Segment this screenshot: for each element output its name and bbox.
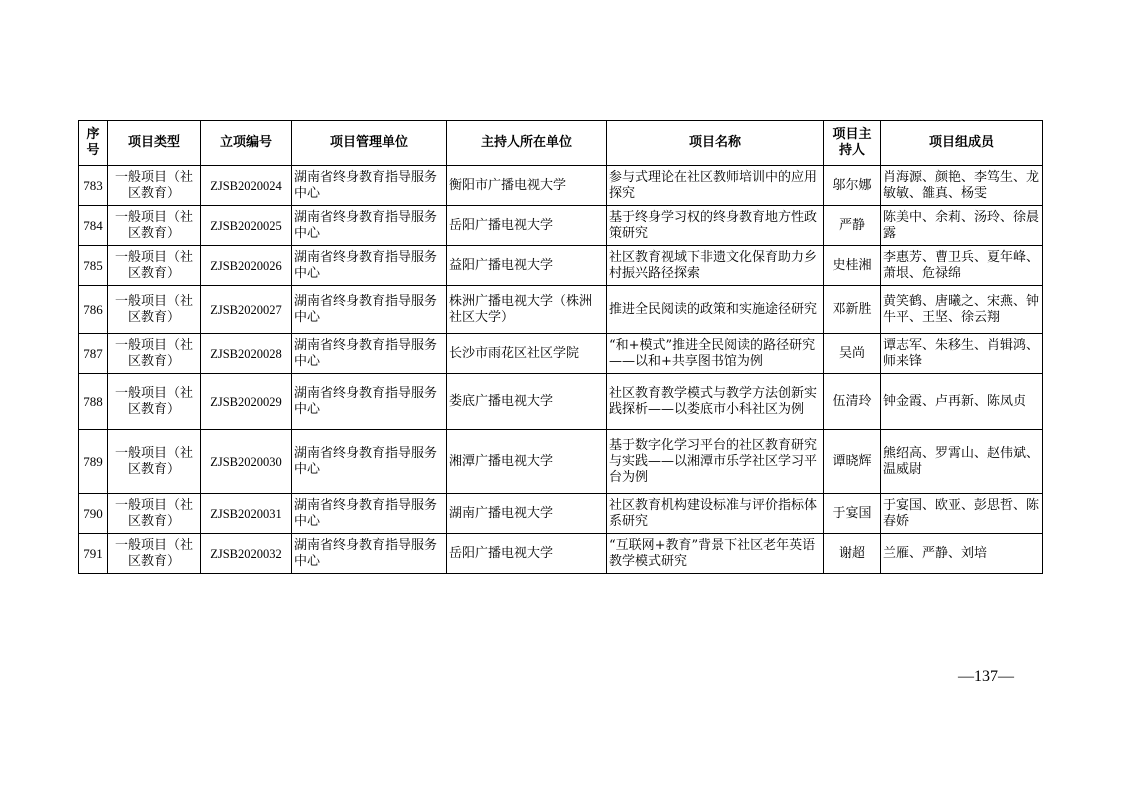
table-row <box>79 494 1043 534</box>
table-row <box>79 206 1043 246</box>
project-host: 伍清玲 <box>824 374 881 430</box>
header-code: 立项编号 <box>201 121 292 166</box>
management-unit: 湖南省终身教育指导服务中心 <box>292 206 447 246</box>
project-type: 一般项目（社区教育） <box>108 246 201 286</box>
project-members: 肖海源、颜艳、李笃生、龙敏敏、雒真、杨雯 <box>881 166 1043 206</box>
header-unit: 主持人所在单位 <box>447 121 607 166</box>
project-type: 一般项目（社区教育） <box>108 334 201 374</box>
table-row <box>79 534 1043 574</box>
project-title: “互联网+教育”背景下社区老年英语教学模式研究 <box>607 534 824 574</box>
host-unit: 岳阳广播电视大学 <box>447 534 607 574</box>
header-host: 项目主持人 <box>824 121 881 166</box>
project-host: 谭晓辉 <box>824 430 881 494</box>
header-title: 项目名称 <box>607 121 824 166</box>
table-row <box>79 246 1043 286</box>
host-unit: 株洲广播电视大学（株洲社区大学） <box>447 286 607 334</box>
project-host: 吴尚 <box>824 334 881 374</box>
project-members: 谭志军、朱移生、肖辑鸿、师来锋 <box>881 334 1043 374</box>
host-unit: 岳阳广播电视大学 <box>447 206 607 246</box>
project-title: 社区教育教学模式与教学方法创新实践探析——以娄底市小科社区为例 <box>607 374 824 430</box>
project-members: 兰雁、严静、刘培 <box>881 534 1043 574</box>
project-code: ZJSB2020030 <box>201 430 292 494</box>
row-number: 790 <box>79 494 108 534</box>
management-unit: 湖南省终身教育指导服务中心 <box>292 246 447 286</box>
project-code: ZJSB2020032 <box>201 534 292 574</box>
table-row <box>79 286 1043 334</box>
management-unit: 湖南省终身教育指导服务中心 <box>292 374 447 430</box>
project-type: 一般项目（社区教育） <box>108 166 201 206</box>
project-title: 基于数字化学习平台的社区教育研究与实践——以湘潭市乐学社区学习平台为例 <box>607 430 824 494</box>
project-code: ZJSB2020024 <box>201 166 292 206</box>
project-members: 李惠芳、曹卫兵、夏年峰、萧垠、危禄绵 <box>881 246 1043 286</box>
table-row <box>79 374 1043 430</box>
host-unit: 湘潭广播电视大学 <box>447 430 607 494</box>
project-host: 史桂湘 <box>824 246 881 286</box>
row-number: 784 <box>79 206 108 246</box>
management-unit: 湖南省终身教育指导服务中心 <box>292 286 447 334</box>
project-title: 推进全民阅读的政策和实施途径研究 <box>607 286 824 334</box>
project-members: 熊绍高、罗霄山、赵伟斌、温威尉 <box>881 430 1043 494</box>
project-code: ZJSB2020029 <box>201 374 292 430</box>
project-members: 陈美中、余莉、汤玲、徐晨露 <box>881 206 1043 246</box>
row-number: 786 <box>79 286 108 334</box>
project-type: 一般项目（社区教育） <box>108 534 201 574</box>
table-row <box>79 166 1043 206</box>
host-unit: 益阳广播电视大学 <box>447 246 607 286</box>
project-members: 于宴国、欧亚、彭思哲、陈春娇 <box>881 494 1043 534</box>
project-host: 于宴国 <box>824 494 881 534</box>
project-type: 一般项目（社区教育） <box>108 286 201 334</box>
header-type: 项目类型 <box>108 121 201 166</box>
table-row <box>79 334 1043 374</box>
management-unit: 湖南省终身教育指导服务中心 <box>292 166 447 206</box>
row-number: 791 <box>79 534 108 574</box>
project-title: 社区教育机构建设标准与评价指标体系研究 <box>607 494 824 534</box>
project-type: 一般项目（社区教育） <box>108 374 201 430</box>
project-host: 谢超 <box>824 534 881 574</box>
row-number: 785 <box>79 246 108 286</box>
project-host: 邬尔娜 <box>824 166 881 206</box>
project-members: 钟金霞、卢再新、陈凤贞 <box>881 374 1043 430</box>
row-number: 789 <box>79 430 108 494</box>
project-title: 基于终身学习权的终身教育地方性政策研究 <box>607 206 824 246</box>
host-unit: 娄底广播电视大学 <box>447 374 607 430</box>
row-number: 783 <box>79 166 108 206</box>
host-unit: 湖南广播电视大学 <box>447 494 607 534</box>
host-unit: 衡阳市广播电视大学 <box>447 166 607 206</box>
project-code: ZJSB2020025 <box>201 206 292 246</box>
page-number: —137— <box>958 668 1014 685</box>
row-number: 787 <box>79 334 108 374</box>
management-unit: 湖南省终身教育指导服务中心 <box>292 534 447 574</box>
project-title: “和+模式”推进全民阅读的路径研究——以和+共享图书馆为例 <box>607 334 824 374</box>
project-host: 严静 <box>824 206 881 246</box>
row-number: 788 <box>79 374 108 430</box>
management-unit: 湖南省终身教育指导服务中心 <box>292 334 447 374</box>
project-type: 一般项目（社区教育） <box>108 494 201 534</box>
header-members: 项目组成员 <box>881 121 1043 166</box>
project-code: ZJSB2020028 <box>201 334 292 374</box>
project-type: 一般项目（社区教育） <box>108 206 201 246</box>
project-type: 一般项目（社区教育） <box>108 430 201 494</box>
project-table <box>78 120 1043 574</box>
management-unit: 湖南省终身教育指导服务中心 <box>292 430 447 494</box>
project-host: 邓新胜 <box>824 286 881 334</box>
project-code: ZJSB2020026 <box>201 246 292 286</box>
project-title: 参与式理论在社区教师培训中的应用探究 <box>607 166 824 206</box>
project-title: 社区教育视域下非遗文化保育助力乡村振兴路径探索 <box>607 246 824 286</box>
project-code: ZJSB2020031 <box>201 494 292 534</box>
project-members: 黄笑鹤、唐曦之、宋燕、钟牛平、王坚、徐云翔 <box>881 286 1043 334</box>
header-mgmt: 项目管理单位 <box>292 121 447 166</box>
management-unit: 湖南省终身教育指导服务中心 <box>292 494 447 534</box>
header-row <box>79 121 1043 166</box>
table-row <box>79 430 1043 494</box>
project-code: ZJSB2020027 <box>201 286 292 334</box>
host-unit: 长沙市雨花区社区学院 <box>447 334 607 374</box>
header-no: 序号 <box>79 121 108 166</box>
